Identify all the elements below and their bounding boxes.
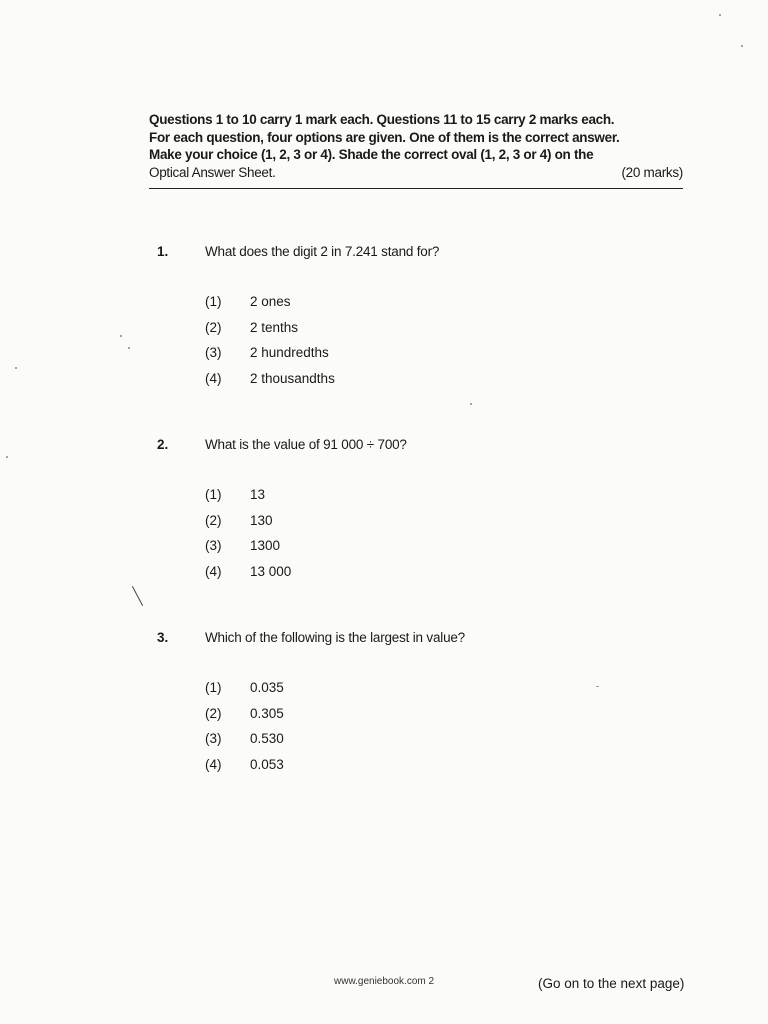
- option-text: 0.305: [250, 705, 284, 721]
- go-on-next-page: (Go on to the next page): [538, 976, 685, 991]
- scan-speck: [470, 403, 472, 405]
- option-text: 1300: [250, 538, 281, 553]
- option-text: 2 hundredths: [250, 345, 329, 360]
- total-marks: (20 marks): [621, 164, 683, 180]
- divider-rule: [149, 188, 683, 189]
- scan-speck: [741, 45, 743, 47]
- instructions-line-1: Questions 1 to 10 carry 1 mark each. Questions 11 to 15 carry 2 marks each.: [149, 112, 615, 127]
- option-number: (2): [205, 319, 222, 335]
- option-number: (3): [205, 345, 222, 360]
- instructions-block: [149, 111, 683, 181]
- option-number: (4): [205, 756, 222, 772]
- scan-speck: [596, 686, 599, 687]
- option-number: (1): [205, 680, 222, 695]
- option-text: 13 000: [250, 563, 292, 579]
- option-text: 2 thousandths: [250, 370, 335, 386]
- question-text: What is the value of 91 000 ÷ 700?: [205, 437, 407, 452]
- option-text: 13: [250, 487, 266, 502]
- scan-artifact-line: [132, 586, 143, 606]
- option-number: (3): [205, 538, 222, 553]
- option-text: 0.530: [250, 731, 284, 746]
- scan-speck: [719, 14, 721, 16]
- instructions-line-2: For each question, four options are given. One of them is the correct answer.: [149, 129, 620, 145]
- option-number: (1): [205, 294, 222, 309]
- page-number: 2: [428, 976, 435, 987]
- question-number: 2.: [157, 437, 169, 452]
- footer-url: www.geniebook.com 2: [334, 976, 435, 987]
- scan-speck: [128, 347, 130, 349]
- option-text: 0.035: [250, 680, 284, 695]
- instructions-answer-sheet: Optical Answer Sheet.: [149, 164, 276, 180]
- option-number: (4): [205, 370, 222, 386]
- option-text: 0.053: [250, 756, 284, 772]
- instructions-line-3: Make your choice (1, 2, 3 or 4). Shade the correct oval (1, 2, 3 or 4) on the: [149, 147, 594, 162]
- question-text: Which of the following is the largest in value?: [205, 630, 465, 645]
- question-text: What does the digit 2 in 7.241 stand for?: [205, 244, 440, 259]
- question-number: 1.: [157, 244, 169, 259]
- option-number: (4): [205, 563, 222, 579]
- scan-speck: [120, 335, 122, 337]
- option-text: 2 tenths: [250, 319, 299, 335]
- scan-speck: [6, 456, 8, 458]
- scan-speck: [15, 367, 17, 369]
- option-number: (2): [205, 705, 222, 721]
- question-number: 3.: [157, 630, 169, 645]
- option-number: (2): [205, 512, 222, 528]
- option-text: 2 ones: [250, 294, 291, 309]
- option-text: 130: [250, 512, 273, 528]
- option-number: (1): [205, 487, 222, 502]
- instructions-line-4: [149, 164, 683, 182]
- option-number: (3): [205, 731, 222, 746]
